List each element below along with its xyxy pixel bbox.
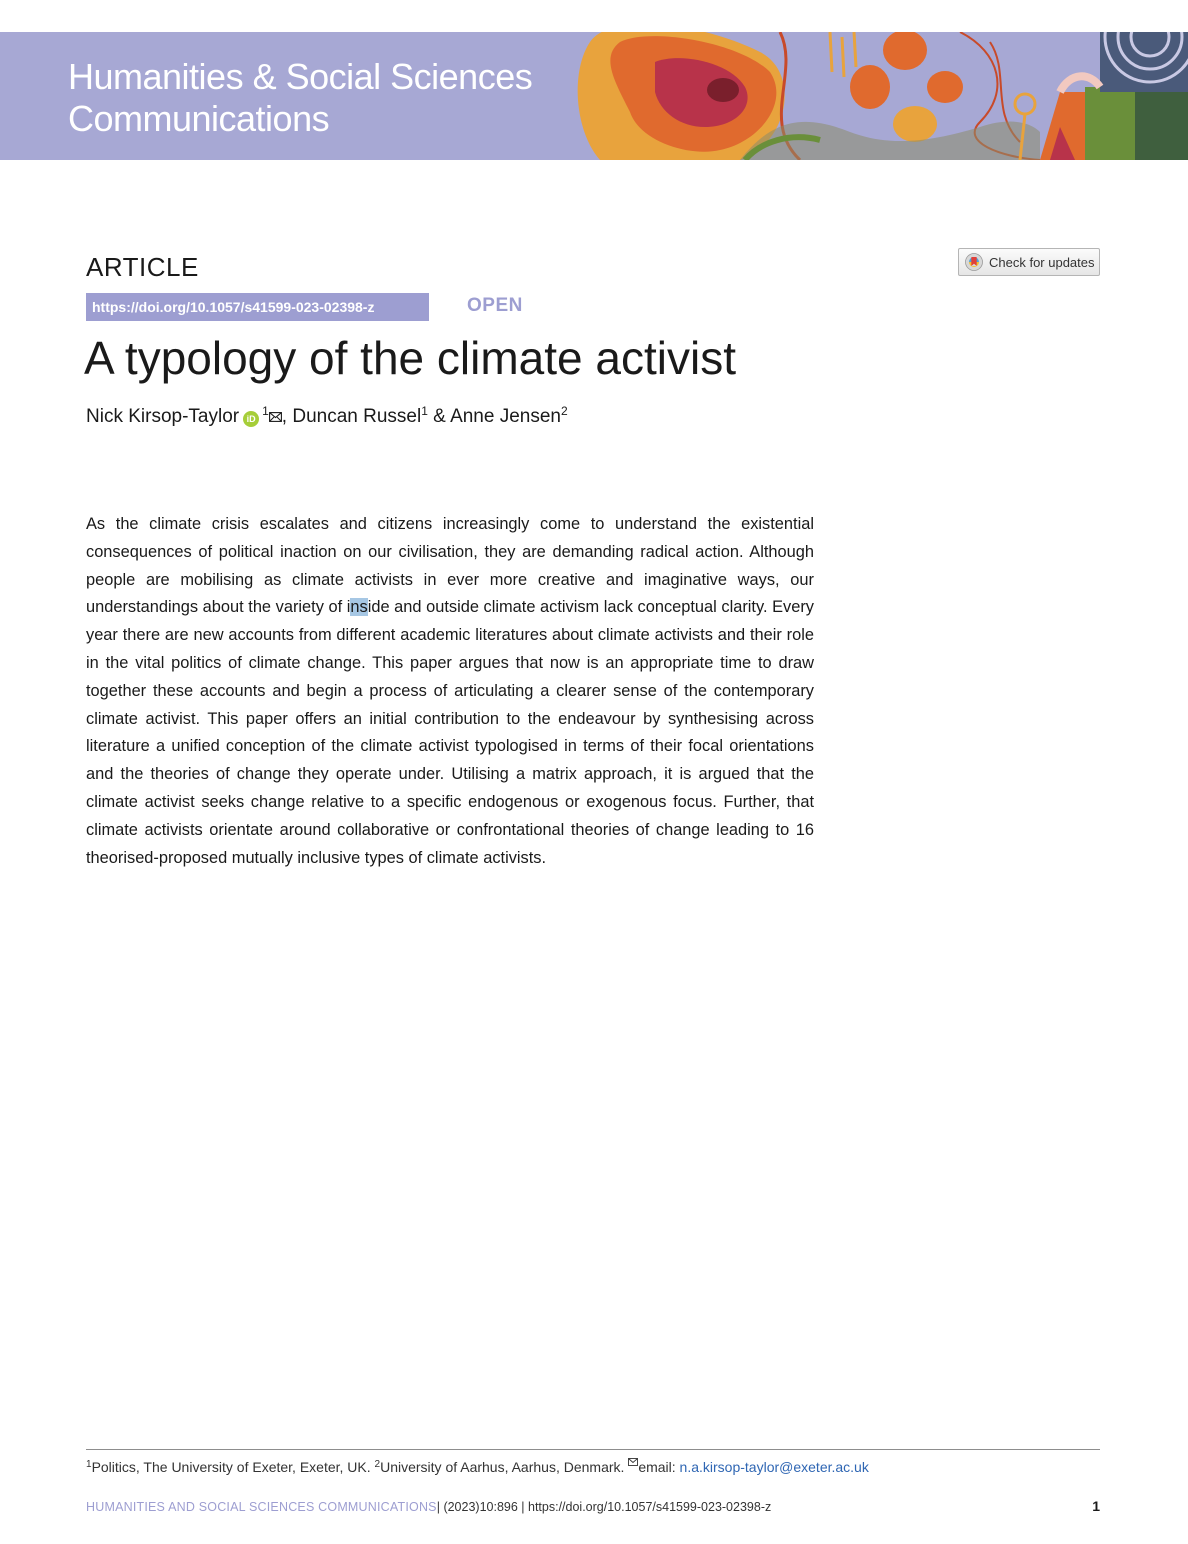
open-access-badge: OPEN [467, 295, 523, 316]
doi-link[interactable]: https://doi.org/10.1057/s41599-023-02398-z [86, 293, 429, 321]
affiliation-text: Politics, The University of Exeter, Exeter, UK. [91, 1459, 375, 1475]
page-number: 1 [1092, 1498, 1100, 1514]
check-for-updates-label: Check for updates [989, 254, 1095, 270]
author-list [86, 404, 568, 428]
article-title: A typology of the climate activist [84, 332, 736, 384]
abstract-text-selection: ns [350, 598, 368, 617]
crossmark-icon [965, 253, 983, 271]
affiliation-marker: 2 [374, 1459, 381, 1470]
journal-title-line2: Communications [68, 98, 330, 139]
orcid-icon[interactable]: iD [243, 411, 259, 427]
abstract [86, 511, 814, 872]
article-type-label: ARTICLE [86, 252, 199, 282]
abstract-text: ide and outside climate activism lack conceptual clarity. Every year there are new accounts from different academic literatures about climate activists and their role in the vital politics of climate change. This paper argues that now is an appropriate time to draw together these accounts and begin a process of articulating a clearer sense of the contemporary climate activist. This paper offers an initial contribution to the endeavour by synthesising across literature a unified conception of the climate activist typologised in terms of their focal orientations and the theories of change they operate under. Utilising a matrix approach, it is argued that the climate activist seeks change relative to a specific endogenous or exogenous focus. Further, that climate activists orientate around collaborative or confrontational theories of change leading to 16 theorised-proposed mutually inclusive types of climate activists. [86, 598, 815, 867]
journal-title-line1: Humanities & Social Sciences [68, 56, 533, 97]
affiliation-marker: 2 [560, 404, 568, 418]
author-name[interactable]: Duncan Russel [292, 406, 422, 427]
journal-title [68, 56, 532, 140]
author-name[interactable]: Nick Kirsop-Taylor [86, 406, 240, 427]
abstract-text: As the climate crisis escalates and citizens increasingly come to understand the existential consequences of political inaction on our civilisation, they are demanding radical action. Although people are mobilising as climate activists in ever more creative and imaginative ways, our understandings about the variety of i [86, 515, 814, 617]
affiliation-marker: 1 [86, 1459, 92, 1470]
envelope-icon[interactable] [269, 412, 282, 422]
affiliation-marker: 1 [262, 404, 269, 418]
affiliation-text: University of Aarhus, Aarhus, Denmark. [380, 1459, 629, 1475]
journal-banner [0, 32, 1188, 160]
author-separator: & [427, 406, 451, 427]
corresponding-email-link[interactable]: n.a.kirsop-taylor@exeter.ac.uk [679, 1459, 869, 1475]
author-separator: , [281, 406, 293, 427]
page-footer [86, 1500, 1100, 1514]
envelope-icon [628, 1458, 638, 1466]
author-name[interactable]: Anne Jensen [450, 406, 561, 427]
footnote-divider [86, 1449, 1100, 1450]
footer-journal-name: HUMANITIES AND SOCIAL SCIENCES COMMUNICATIONS [86, 1500, 437, 1514]
email-label: email: [638, 1459, 680, 1475]
check-for-updates-button[interactable] [958, 248, 1100, 276]
footer-citation: | (2023)10:896 | https://doi.org/10.1057/s41599-023-02398-z [436, 1500, 772, 1514]
affiliations-footnote [86, 1458, 869, 1475]
affiliation-marker: 1 [421, 404, 428, 418]
